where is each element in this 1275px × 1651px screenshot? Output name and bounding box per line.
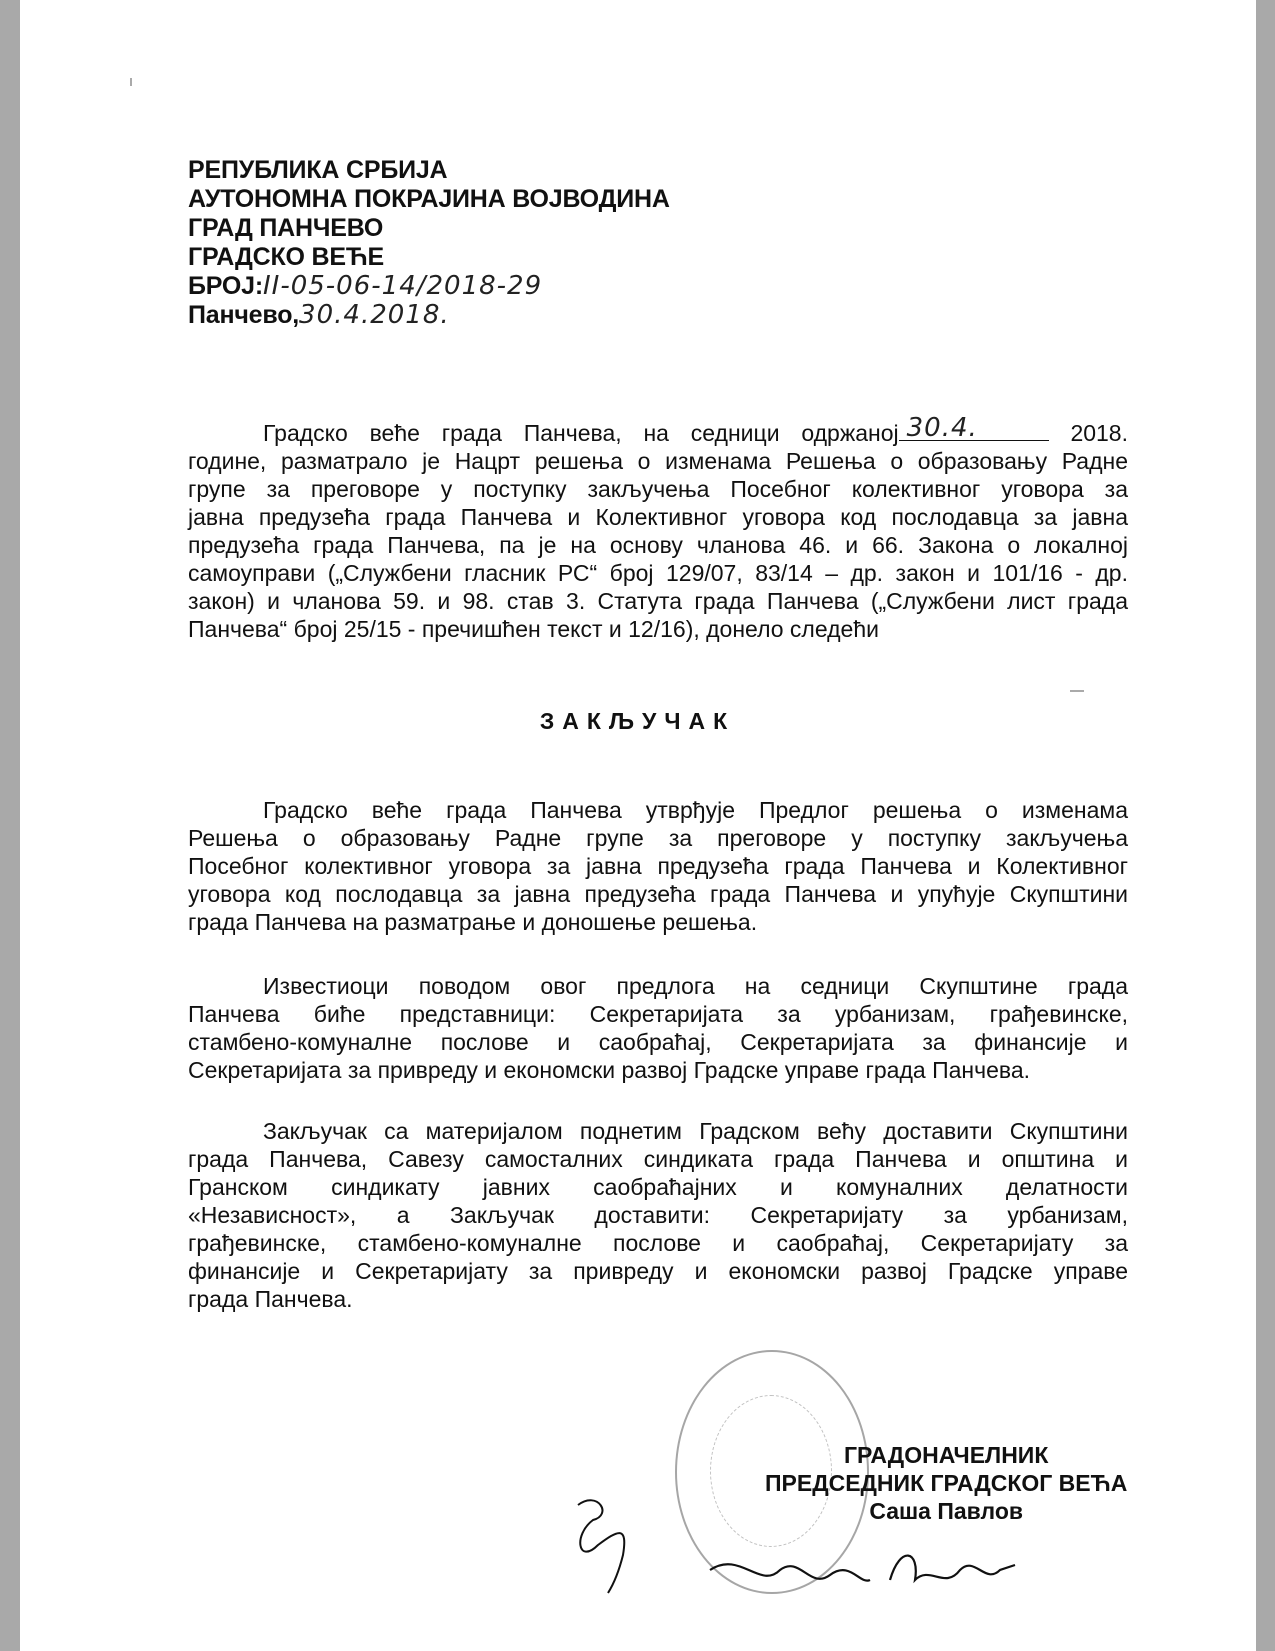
document-header — [188, 156, 670, 330]
document-title: ЗАКЉУЧАК — [539, 708, 736, 734]
text-line: града Панчева, Савезу самосталних синдиката града Панчева и општина и — [188, 1146, 1128, 1172]
handwritten-signature-icon — [700, 1540, 1030, 1610]
scan-speck — [130, 78, 132, 86]
text-line: грађевинске, стамбено-комуналне послове и саобраћај, Секретаријату за — [188, 1230, 1128, 1256]
text-line: групе за преговоре у поступку закључења Посебног колективног уговора за — [188, 476, 1128, 502]
paragraph-3 — [188, 1117, 1128, 1313]
text-line: Закључак са материјалом поднетим Градском већу доставити Скупштини — [263, 1118, 1128, 1144]
text-line: Решења о образовању Радне групе за преговоре у поступку закључења — [188, 825, 1128, 851]
text-line: града Панчева на разматрање и доношење решења. — [188, 909, 758, 935]
document-number — [188, 272, 670, 301]
text-line: Панчева биће представници: Секретаријата за урбанизам, грађевинске, — [188, 1001, 1128, 1027]
text-line: предузећа града Панчева, па је на основу чланова 46. и 66. Закона о локалној — [188, 532, 1128, 558]
paragraph-1 — [188, 796, 1128, 936]
signature-block — [765, 1441, 1127, 1525]
text-line: Градско веће града Панчева утврђује Предлог решења о изменама — [263, 797, 1128, 823]
text-line: јавна предузећа града Панчева и Колективног уговора код послодавца за јавна — [188, 504, 1128, 530]
text-line: финансије и Секретаријату за привреду и економски развој Градске управе — [188, 1258, 1128, 1284]
text-line: закон) и чланова 59. и 98. став 3. Статута града Панчева („Службени лист града — [188, 588, 1128, 614]
session-date-handwritten: 30.4. — [906, 413, 978, 443]
text-line: Известиоци поводом овог предлога на седници Скупштине града — [263, 973, 1128, 999]
session-date-blank — [899, 413, 1049, 443]
text-line: «Независност», а Закључак доставити: Секретаријату за урбанизам, — [188, 1202, 1128, 1228]
intro-paragraph — [188, 413, 1128, 643]
text-line: самоуправи („Службени гласник РС“ број 129/07, 83/14 – др. закон и 101/16 - др. — [188, 560, 1128, 586]
text-line: Панчева“ број 25/15 - пречишћен текст и 12/16), донело следећи — [188, 616, 879, 642]
document-place-date — [188, 301, 670, 330]
signatory-title-1: ГРАДОНАЧЕЛНИК — [843, 1442, 1049, 1468]
scan-speck — [1070, 690, 1084, 692]
text-line: године, разматрало је Нацрт решења о изменама Решења о образовању Радне — [188, 448, 1128, 474]
text-line: Градско веће града Панчева, на седници одржаној 30.4. 2018. — [263, 413, 1128, 446]
text-line: Посебног колективног уговора за јавна предузећа града Панчева и Колективног — [188, 853, 1128, 879]
signatory-name: Саша Павлов — [869, 1498, 1024, 1524]
text-line: града Панчева. — [188, 1286, 353, 1312]
text-line: уговора код послодавца за јавна предузећа града Панчева и упућује Скупштини — [188, 881, 1128, 907]
signatory-title-2: ПРЕДСЕДНИК ГРАДСКОГ ВЕЋА — [765, 1470, 1128, 1496]
number-value-handwritten: II-05-06-14/2018-29 — [263, 271, 543, 301]
number-label: БРОЈ: — [188, 272, 263, 300]
header-line: ГРАДСКО ВЕЋЕ — [188, 243, 385, 271]
place-label: Панчево, — [188, 301, 300, 329]
document-page — [20, 0, 1256, 1651]
paragraph-2 — [188, 972, 1128, 1084]
header-line: АУТОНОМНА ПОКРАЈИНА ВОЈВОДИНА — [188, 185, 670, 213]
text-line: Гранском синдикату јавних саобраћајних и комуналних делатности — [188, 1174, 1128, 1200]
text-line: Секретаријата за привреду и економски развој Градске управе града Панчева. — [188, 1057, 1031, 1083]
date-handwritten: 30.4.2018. — [299, 300, 450, 330]
header-line: РЕПУБЛИКА СРБИЈА — [188, 156, 448, 184]
header-line: ГРАД ПАНЧЕВО — [188, 214, 384, 242]
initials-signature-icon — [568, 1485, 648, 1595]
text-line: стамбено-комуналне послове и саобраћај, Секретаријата за финансије и — [188, 1029, 1128, 1055]
